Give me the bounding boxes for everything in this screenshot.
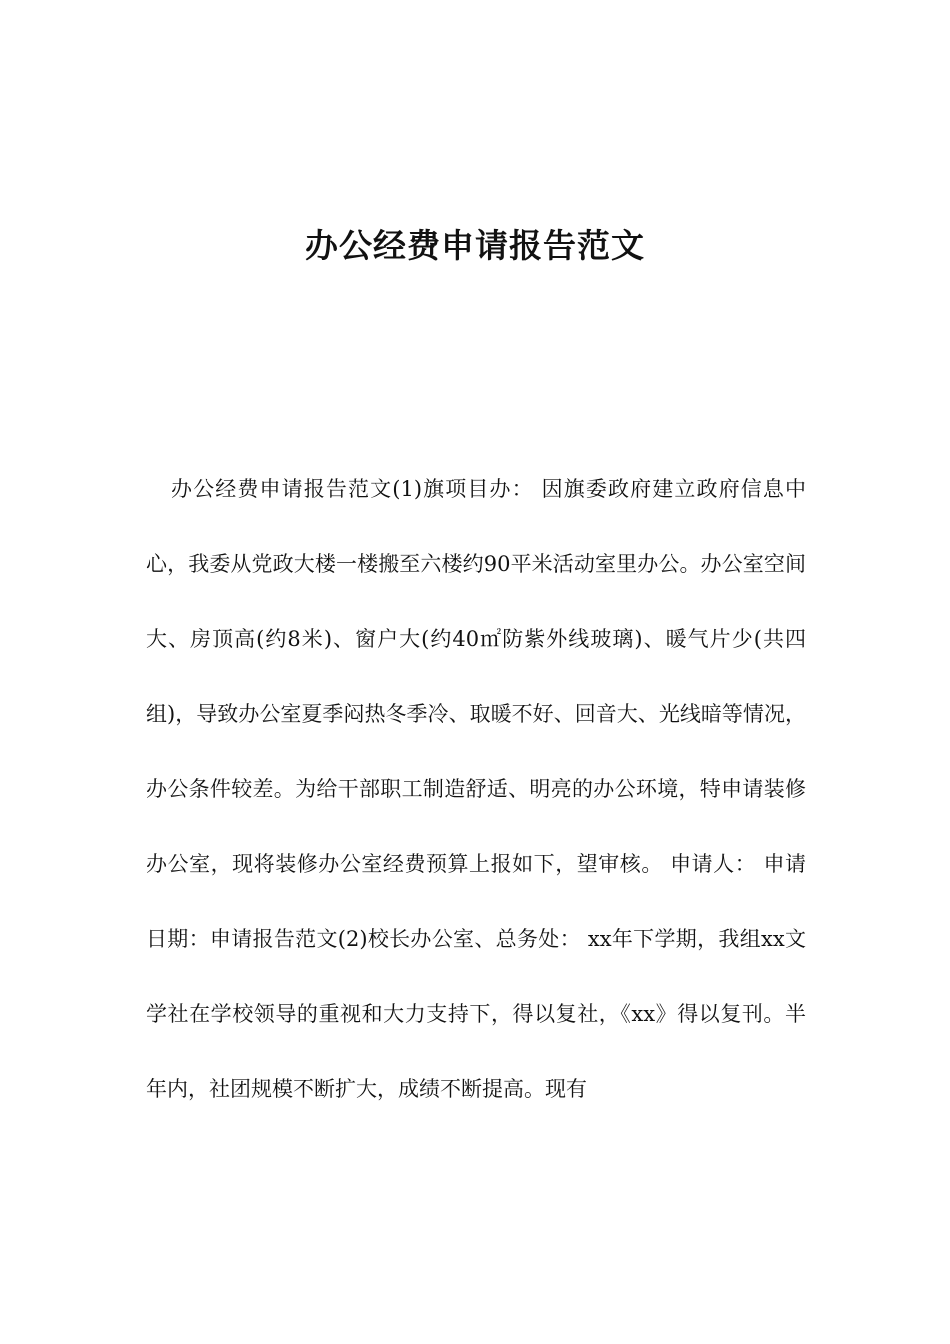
- document-body-paragraph: 办公经费申请报告范文(1)旗项目办： 因旗委政府建立政府信息中心，我委从党政大楼一楼搬至六楼约90平米活动室里办公。办公室空间大、房顶高(约8米)、窗户大(约40㎡防紫外线玻璃)、暖气片少(共四组)，导致办公室夏季闷热冬季冷、取暖不好、回音大、光线暗等情况，办公条件较差。为给干部职工制造舒适、明亮的办公环境，特申请装修办公室，现将装修办公室经费预算上报如下，望审核。 申请人： 申请日期：申请报告范文(2)校长办公室、总务处： xx年下学期，我组xx文学社在学校领导的重视和大力支持下，得以复社，《xx》得以复刊。半年内，社团规模不断扩大，成绩不断提高。现有: [146, 477, 806, 1101]
- document-title: 办公经费申请报告范文: [305, 226, 645, 265]
